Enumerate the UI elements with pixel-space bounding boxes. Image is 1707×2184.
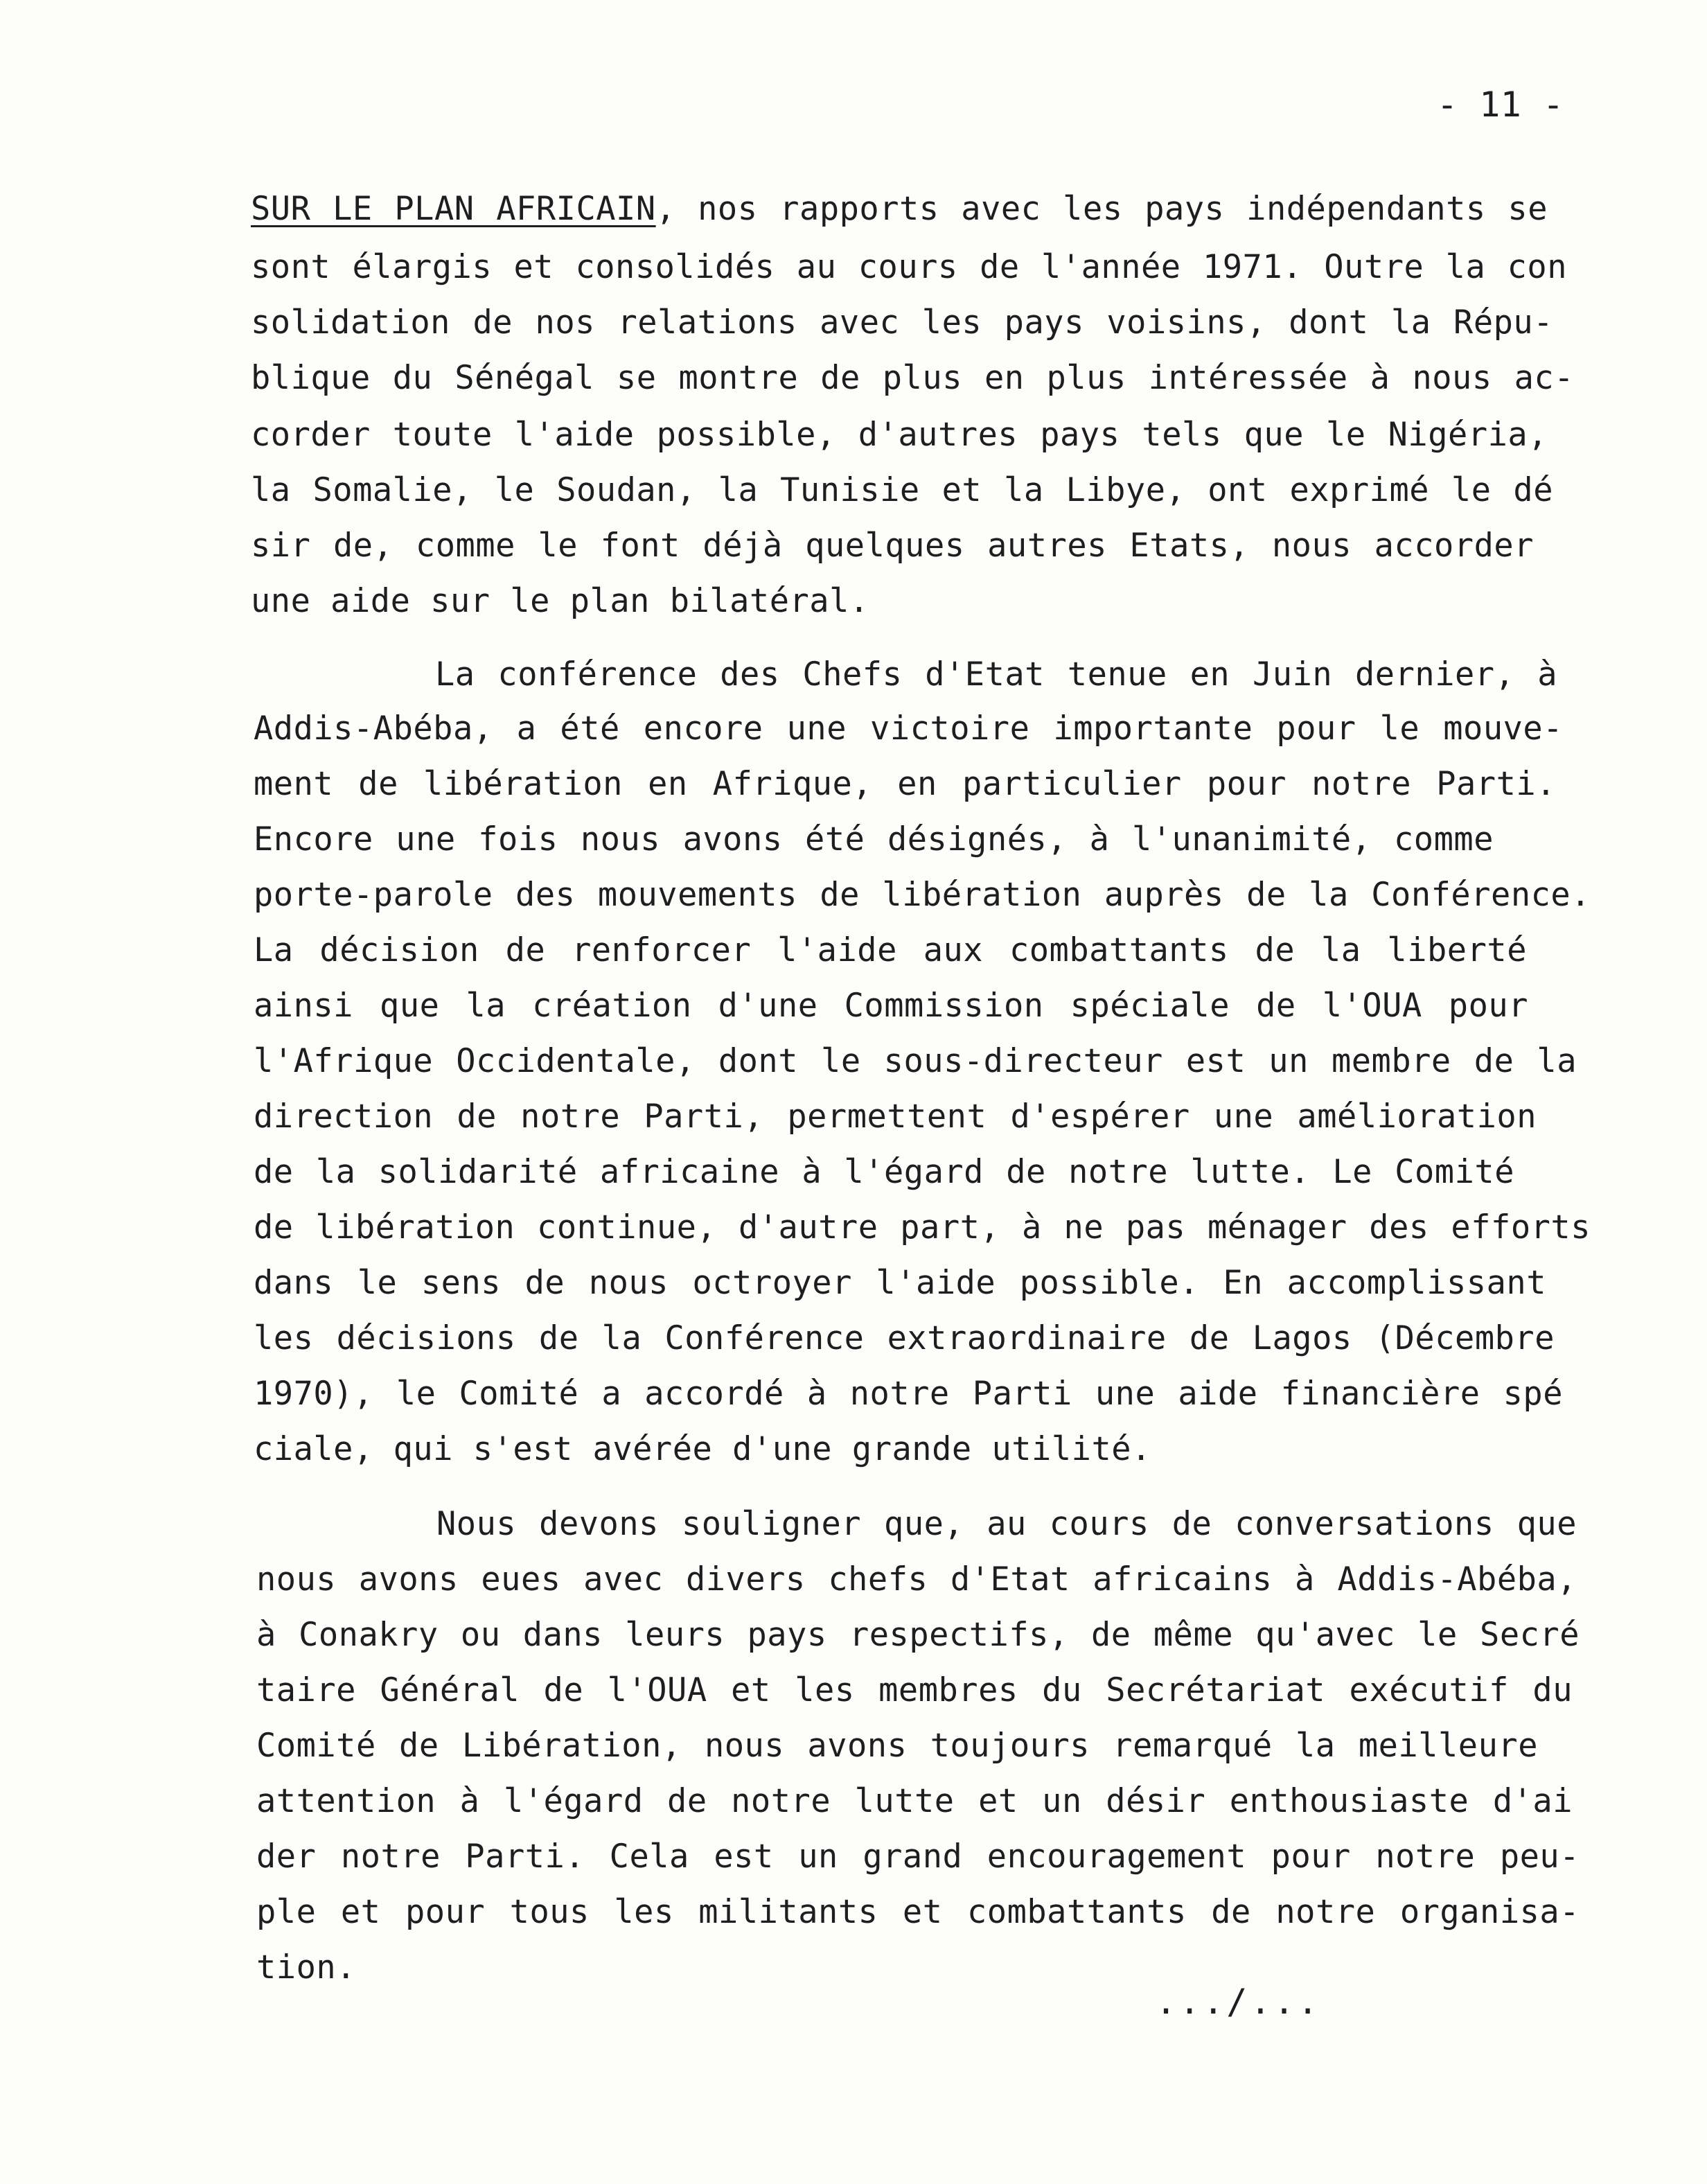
text-line: la Somalie, le Soudan, la Tunisie et la Libye, ont exprimé le dé: [251, 471, 1553, 509]
text-line: Addis-Abéba, a été encore une victoire importante pour le mouve-: [254, 710, 1563, 748]
text-line: 1970), le Comité a accordé à notre Parti une aide financière spé: [254, 1375, 1563, 1413]
text-line: nous avons eues avec divers chefs d'Etat africains à Addis-Abéba,: [256, 1560, 1577, 1599]
text-line: les décisions de la Conférence extraordinaire de Lagos (Décembre: [254, 1319, 1555, 1357]
text-line: à Conakry ou dans leurs pays respectifs, de même qu'avec le Secré: [256, 1616, 1580, 1654]
text-line: Nous devons souligner que, au cours de conversations que: [436, 1505, 1577, 1543]
text-line: de la solidarité africaine à l'égard de notre lutte. Le Comité: [254, 1153, 1514, 1191]
text-line: corder toute l'aide possible, d'autres pays tels que le Nigéria,: [251, 416, 1548, 454]
text-line: La décision de renforcer l'aide aux combattants de la liberté: [254, 931, 1527, 969]
text-line: attention à l'égard de notre lutte et un désir enthousiaste d'ai: [256, 1782, 1573, 1820]
text-line: ment de libération en Afrique, en particulier pour notre Parti.: [254, 765, 1556, 803]
text-line: ainsi que la création d'une Commission spéciale de l'OUA pour: [254, 987, 1528, 1025]
text-line: une aide sur le plan bilatéral.: [251, 582, 869, 620]
text-line: blique du Sénégal se montre de plus en plus intéressée à nous ac-: [251, 359, 1574, 397]
text-line: La conférence des Chefs d'Etat tenue en Juin dernier, à: [435, 655, 1557, 694]
text-fragment: , nos rapports avec les pays indépendants se: [655, 190, 1548, 228]
text-line: l'Afrique Occidentale, dont le sous-directeur est un membre de la: [254, 1042, 1577, 1080]
text-line: ple et pour tous les militants et combattants de notre organisa-: [256, 1893, 1580, 1931]
text-line: dans le sens de nous octroyer l'aide possible. En accomplissant: [254, 1264, 1546, 1302]
text-line: porte-parole des mouvements de libération auprès de la Conférence.: [254, 876, 1591, 914]
text-line: ciale, qui s'est avérée d'une grande utilité.: [254, 1430, 1151, 1468]
text-line: direction de notre Parti, permettent d'espérer une amélioration: [254, 1098, 1537, 1136]
text-line: Comité de Libération, nous avons toujours remarqué la meilleure: [256, 1727, 1538, 1765]
text-line: Encore une fois nous avons été désignés, à l'unanimité, comme: [254, 820, 1494, 858]
text-line: taire Général de l'OUA et les membres du Secrétariat exécutif du: [256, 1671, 1573, 1709]
section-heading: SUR LE PLAN AFRICAIN: [251, 190, 656, 228]
text-line: tion.: [256, 1948, 356, 1987]
text-line: sont élargis et consolidés au cours de l'année 1971. Outre la con: [251, 248, 1567, 286]
text-line: sir de, comme le font déjà quelques autres Etats, nous accorder: [251, 527, 1534, 565]
continuation-mark: .../...: [1156, 1982, 1321, 2022]
text-line: der notre Parti. Cela est un grand encouragement pour notre peu-: [256, 1838, 1580, 1876]
text-line: [251, 186, 1548, 233]
text-line: de libération continue, d'autre part, à ne pas ménager des efforts: [254, 1208, 1591, 1247]
page-number: - 11 -: [1437, 85, 1564, 125]
text-line: solidation de nos relations avec les pays voisins, dont la Répu-: [251, 303, 1553, 342]
